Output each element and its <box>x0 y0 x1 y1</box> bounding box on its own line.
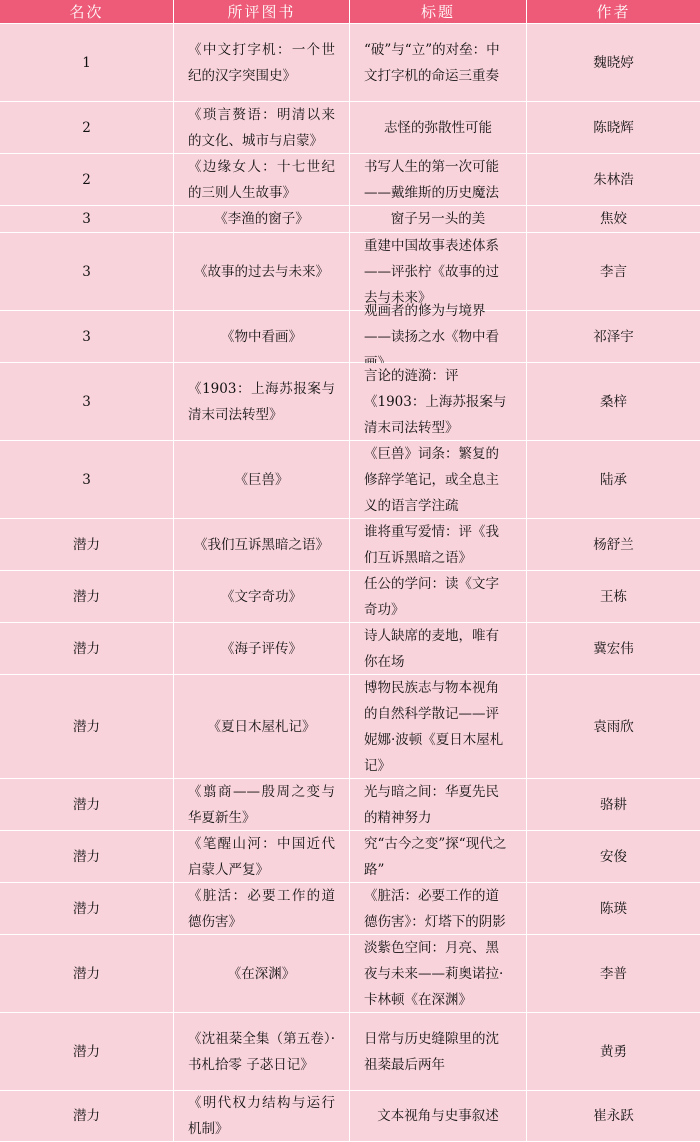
book-cell-text: 《沈祖棻全集（第五卷）·书札拾零 子苾日记》 <box>188 1030 335 1073</box>
rank-cell-text: 3 <box>82 328 91 345</box>
title-cell <box>350 441 527 519</box>
rank-cell-text: 1 <box>82 54 91 71</box>
author-cell <box>527 831 700 883</box>
book-cell <box>174 154 350 206</box>
rank-cell-text: 潜力 <box>73 1108 100 1124</box>
author-cell-text: 焦姣 <box>600 211 627 227</box>
book-cell-text: 《1903：上海苏报案与清末司法转型》 <box>188 380 335 423</box>
title-cell <box>350 102 527 154</box>
table-row <box>0 779 700 831</box>
book-cell-text: 《文字奇功》 <box>221 588 302 605</box>
book-cell <box>174 883 350 935</box>
rank-cell <box>0 571 174 623</box>
rank-cell <box>0 154 174 206</box>
book-cell-text: 《故事的过去与未来》 <box>194 263 329 280</box>
author-cell <box>527 233 700 311</box>
book-cell <box>174 675 350 779</box>
rank-cell-text: 3 <box>82 211 91 227</box>
title-cell <box>350 779 527 831</box>
title-cell-text: 文本视角与史事叙述 <box>377 1108 499 1124</box>
table-row <box>0 102 700 154</box>
author-cell <box>527 675 700 779</box>
author-cell <box>527 1013 700 1091</box>
book-cell-text: 《中文打字机：一个世纪的汉字突围史》 <box>188 41 335 84</box>
book-cell-text: 《在深渊》 <box>227 965 296 982</box>
title-cell-text: 观画者的修为与境界——读扬之水《物中看 <box>364 302 499 345</box>
book-cell-text: 《琐言赘语：明清以来的文化、城市与启蒙》 <box>188 106 335 149</box>
rank-cell <box>0 831 174 883</box>
title-cell <box>350 24 527 102</box>
table-row <box>0 441 700 519</box>
title-cell-text: 《巨兽》词条：繁复的修辞学笔记，或全息主义的语言学注疏 <box>364 445 499 514</box>
author-cell-text: 祁泽宇 <box>593 328 634 345</box>
rank-cell-text: 潜力 <box>73 1043 100 1060</box>
title-cell-text: 《脏活：必要工作的道德伤害》：灯塔下的阴影 <box>364 887 506 930</box>
title-cell <box>350 206 527 233</box>
author-cell-text: 桑梓 <box>600 393 627 410</box>
book-cell-text: 《脏活：必要工作的道德伤害》 <box>188 887 335 930</box>
author-cell-text: 王栋 <box>600 588 627 605</box>
book-cell-text: 《边缘女人：十七世纪的三则人生故事》 <box>188 158 335 201</box>
title-cell <box>350 935 527 1013</box>
author-cell-text: 陈晓辉 <box>593 119 634 136</box>
author-cell <box>527 519 700 571</box>
rank-cell <box>0 311 174 363</box>
rank-cell-text: 潜力 <box>73 718 100 735</box>
title-cell <box>350 675 527 779</box>
rank-cell <box>0 24 174 102</box>
title-cell <box>350 883 527 935</box>
book-cell <box>174 623 350 675</box>
rank-cell <box>0 1091 174 1142</box>
rank-cell-text: 2 <box>82 119 91 136</box>
header-title: 标题 <box>350 0 527 24</box>
title-cell-text: 言论的涟漪：评《1903：上海苏报案与清末司法转型》 <box>364 367 507 436</box>
rank-cell-text: 3 <box>82 263 91 280</box>
rank-cell <box>0 623 174 675</box>
title-cell-text: 博物民族志与物本视角的自然科学散记——评妮娜·波顿《夏日木屋札记》 <box>364 679 504 774</box>
book-cell-text: 《巨兽》 <box>234 471 289 488</box>
book-cell-text: 《明代权力结构与运行机制》 <box>188 1095 335 1137</box>
table-row <box>0 675 700 779</box>
table-row <box>0 24 700 102</box>
book-cell <box>174 1091 350 1142</box>
author-cell <box>527 1091 700 1142</box>
table-row <box>0 1013 700 1091</box>
book-cell <box>174 779 350 831</box>
author-cell-text: 陈瑛 <box>600 900 627 917</box>
rank-cell <box>0 883 174 935</box>
title-cell <box>350 1013 527 1091</box>
title-cell-text: 诗人缺席的麦地，唯有你在场 <box>364 627 499 670</box>
title-cell-text: 重建中国故事表述体系——评张柠《故事的过去与未来》 <box>364 237 499 306</box>
title-cell-text: 窗子另一头的美 <box>390 211 486 227</box>
book-cell <box>174 206 350 233</box>
rank-cell <box>0 779 174 831</box>
rank-cell <box>0 1013 174 1091</box>
author-cell-text: 朱林浩 <box>593 171 634 188</box>
author-cell <box>527 311 700 363</box>
book-cell <box>174 441 350 519</box>
title-cell <box>350 623 527 675</box>
book-cell <box>174 102 350 154</box>
book-cell-text: 《物中看画》 <box>221 328 302 345</box>
book-cell <box>174 1013 350 1091</box>
author-cell <box>527 363 700 441</box>
author-cell <box>527 102 700 154</box>
table-row <box>0 206 700 233</box>
title-cell <box>350 302 527 363</box>
author-cell <box>527 154 700 206</box>
book-cell-text: 《夏日木屋札记》 <box>207 718 316 735</box>
rank-cell <box>0 102 174 154</box>
book-cell <box>174 935 350 1013</box>
title-cell-text: 谁将重写爱情：评《我们互诉黑暗之语》 <box>364 523 499 566</box>
rank-cell-text: 2 <box>82 171 91 188</box>
table-row <box>0 154 700 206</box>
author-cell <box>527 883 700 935</box>
title-cell-text: 光与暗之间：华夏先民的精神努力 <box>364 783 499 826</box>
table-row <box>0 623 700 675</box>
book-cell <box>174 519 350 571</box>
title-cell-text: 日常与历史缝隙里的沈祖棻最后两年 <box>364 1030 499 1073</box>
title-cell <box>350 519 527 571</box>
title-cell-text: 书写人生的第一次可能——戴维斯的历史魔法 <box>364 158 499 201</box>
rank-cell-text: 潜力 <box>73 536 100 553</box>
table-row <box>0 571 700 623</box>
rank-cell <box>0 935 174 1013</box>
rank-cell-text: 潜力 <box>73 796 100 813</box>
rank-cell-text: 潜力 <box>73 588 100 605</box>
author-cell-text: 李普 <box>600 965 627 982</box>
author-cell-text: 陆承 <box>600 471 627 488</box>
author-cell-text: 袁雨欣 <box>593 718 634 735</box>
title-cell <box>350 1091 527 1142</box>
rank-cell <box>0 519 174 571</box>
table-row <box>0 935 700 1013</box>
title-cell <box>350 831 527 883</box>
book-cell-text: 《李渔的窗子》 <box>214 211 309 227</box>
title-cell-text: “破”与“立”的对垒：中文打字机的命运三重奏 <box>364 41 500 84</box>
author-cell-text: 冀宏伟 <box>593 640 634 657</box>
book-cell <box>174 363 350 441</box>
table-row <box>0 519 700 571</box>
rank-cell <box>0 363 174 441</box>
author-cell <box>527 935 700 1013</box>
title-cell <box>350 363 527 441</box>
rank-cell <box>0 206 174 233</box>
title-cell-text: 究“古今之变”探“现代之路” <box>364 835 507 878</box>
book-cell <box>174 571 350 623</box>
book-cell-text: 《我们互诉黑暗之语》 <box>194 536 329 553</box>
rank-cell-text: 潜力 <box>73 900 100 917</box>
title-cell <box>350 571 527 623</box>
author-cell-text: 崔永跃 <box>593 1108 634 1124</box>
header-author: 作者 <box>527 0 700 24</box>
rank-cell-text: 潜力 <box>73 640 100 657</box>
table-row <box>0 302 700 363</box>
author-cell-text: 魏晓婷 <box>593 54 634 71</box>
book-cell <box>174 311 350 363</box>
book-cell-text: 《笔醒山河：中国近代启蒙人严复》 <box>188 835 335 878</box>
rank-cell-text: 潜力 <box>73 848 100 865</box>
rank-cell-text: 3 <box>82 471 91 488</box>
title-cell-text: 志怪的弥散性可能 <box>384 119 492 136</box>
header-rank: 名次 <box>0 0 174 24</box>
rank-cell-text: 3 <box>82 393 91 410</box>
author-cell <box>527 623 700 675</box>
table-row <box>0 883 700 935</box>
author-cell-text: 李言 <box>600 263 627 280</box>
book-cell-text: 《海子评传》 <box>221 640 302 657</box>
author-cell <box>527 206 700 233</box>
title-cell-text: 淡紫色空间：月亮、黑夜与未来——莉奥诺拉·卡林顿《在深渊》 <box>364 939 504 1008</box>
header-book: 所评图书 <box>174 0 350 24</box>
author-cell-text: 杨舒兰 <box>593 536 634 553</box>
table-row <box>0 831 700 883</box>
rank-cell <box>0 675 174 779</box>
table-row <box>0 1091 700 1142</box>
book-cell-text: 《翦商——殷周之变与华夏新生》 <box>188 783 335 826</box>
table-header <box>0 0 700 24</box>
author-cell-text: 黄勇 <box>600 1043 627 1060</box>
rank-cell <box>0 233 174 311</box>
table-row <box>0 363 700 441</box>
author-cell-text: 骆耕 <box>600 796 627 813</box>
author-cell <box>527 441 700 519</box>
author-cell <box>527 571 700 623</box>
table-row <box>0 233 700 311</box>
title-cell <box>350 154 527 206</box>
author-cell <box>527 779 700 831</box>
rank-cell-text: 潜力 <box>73 965 100 982</box>
book-cell <box>174 24 350 102</box>
title-cell-text: 任公的学问：读《文字奇功》 <box>364 575 499 618</box>
author-cell <box>527 24 700 102</box>
book-cell <box>174 233 350 311</box>
rank-cell <box>0 441 174 519</box>
author-cell-text: 安俊 <box>600 848 627 865</box>
book-cell <box>174 831 350 883</box>
